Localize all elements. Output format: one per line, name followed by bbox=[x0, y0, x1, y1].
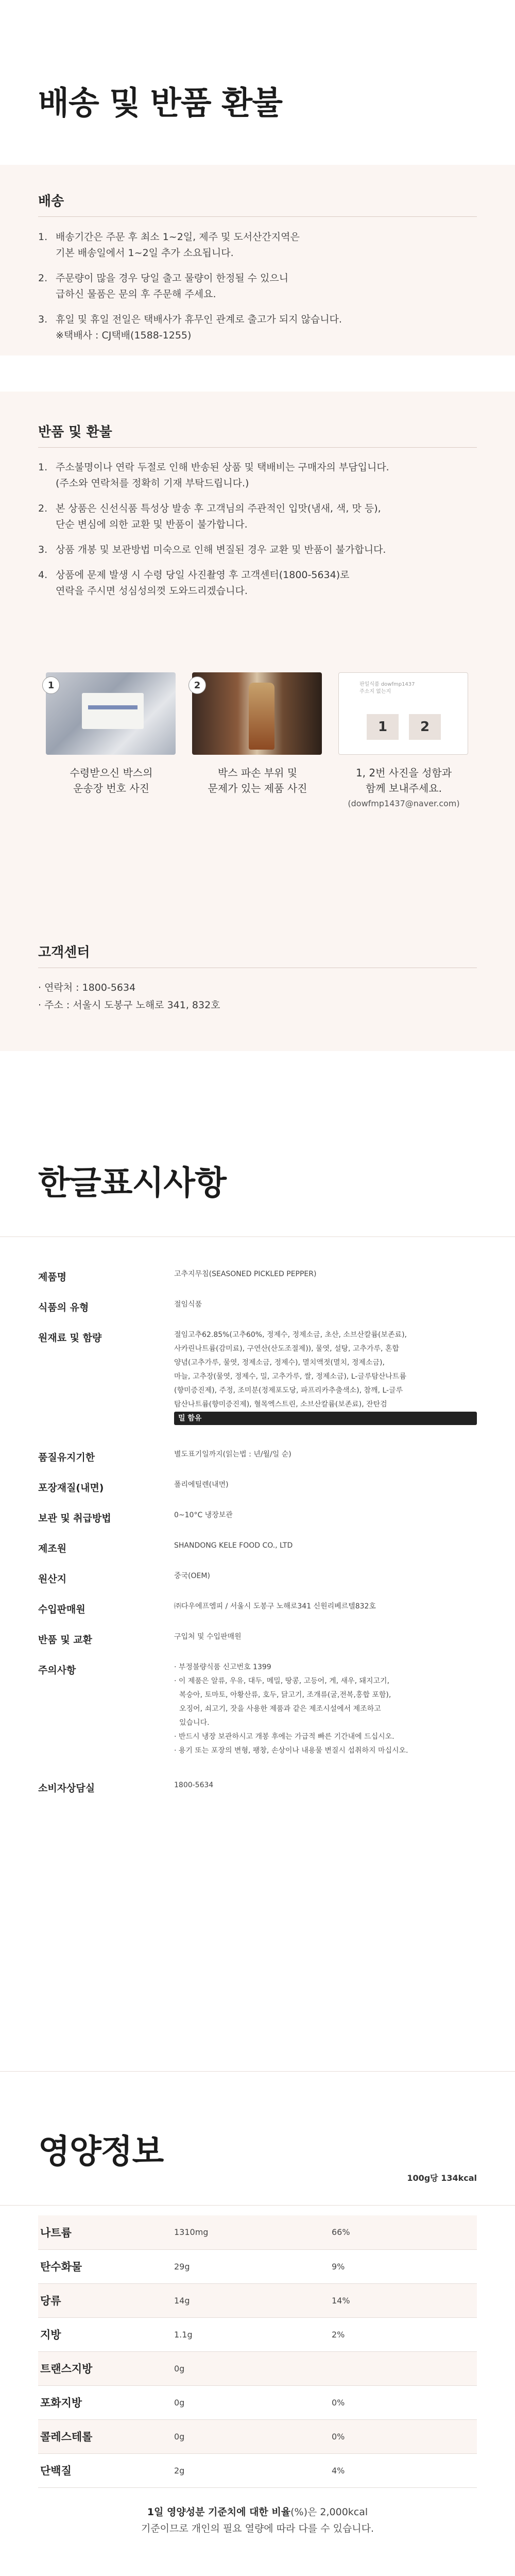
nutrition-key: 포화지방 bbox=[38, 2385, 174, 2419]
support-phone: · 연락처 : 1800-5634 bbox=[38, 982, 136, 993]
label-value: ㈜다우에프엠피 / 서울시 도봉구 노해로341 신원리베르텔832호 bbox=[174, 1602, 376, 1611]
nutrition-amount: 2g bbox=[174, 2453, 332, 2487]
nutrition-key: 탄수화물 bbox=[38, 2249, 174, 2283]
photo-caption-3: 1, 2번 사진을 성함과 함께 보내주세요. (dowfmp1437@naver.com) bbox=[331, 765, 477, 811]
note-item bbox=[38, 460, 481, 492]
label-row bbox=[38, 1539, 477, 1569]
label-value: 0~10°C 냉장보관 bbox=[174, 1511, 233, 1519]
label-row bbox=[38, 1630, 477, 1660]
nutrition-row bbox=[38, 2317, 477, 2351]
nutrition-amount: 14g bbox=[174, 2283, 332, 2317]
nutrition-percent bbox=[332, 2351, 477, 2385]
mockup-photo-1: 1 bbox=[367, 714, 399, 740]
label-row bbox=[38, 1328, 477, 1448]
note-text: 본 상품은 신선식품 특성상 발송 후 고객님의 주관적인 입맛(냄새, 색, 맛 등), 단순 변심에 의한 교환 및 반품이 불가합니다. bbox=[56, 503, 381, 530]
nutrition-percent: 0% bbox=[332, 2385, 477, 2419]
label-value: 폴리에틸렌(내면) bbox=[174, 1481, 229, 1489]
label-row bbox=[38, 1509, 477, 1539]
note-number: 2. bbox=[38, 273, 48, 284]
label-value: 구입처 및 수입판매원 bbox=[174, 1633, 242, 1641]
mockup-photo-2: 2 bbox=[409, 714, 441, 740]
returns-list bbox=[38, 460, 481, 608]
label-key: 반품 및 교환 bbox=[38, 1634, 92, 1646]
label-key: 주의사항 bbox=[38, 1665, 76, 1676]
returns-heading: 반품 및 환불 bbox=[38, 425, 112, 440]
photo-caption-1: 수령받으신 박스의 운송장 번호 사진 bbox=[70, 767, 153, 794]
nutrition-key: 트랜스지방 bbox=[38, 2351, 174, 2385]
note-item bbox=[38, 229, 481, 261]
label-value: 중국(OEM) bbox=[174, 1572, 210, 1580]
nutrition-row bbox=[38, 2215, 477, 2249]
nutrition-amount: 1310mg bbox=[174, 2215, 332, 2249]
damaged-box-photo bbox=[192, 672, 322, 755]
photo-guide-3 bbox=[331, 672, 477, 832]
nutrition-amount: 29g bbox=[174, 2249, 332, 2283]
nutrition-row bbox=[38, 2351, 477, 2385]
note-item bbox=[38, 270, 481, 302]
label-info-table bbox=[38, 1267, 477, 1809]
waybill-photo bbox=[46, 672, 176, 755]
support-heading: 고객센터 bbox=[38, 945, 90, 960]
footnote-bold: 1일 영양성분 기준치에 대한 비율 bbox=[147, 2506, 291, 2518]
photo-guide-row bbox=[38, 672, 477, 832]
nutrition-percent: 14% bbox=[332, 2283, 477, 2317]
note-item bbox=[38, 542, 481, 558]
note-number: 4. bbox=[38, 569, 48, 581]
label-value: 고추지무침(SEASONED PICKLED PEPPER) bbox=[174, 1270, 317, 1278]
photo-guide-2 bbox=[184, 672, 331, 832]
nutrition-title: 영양정보 bbox=[38, 2133, 164, 2171]
nutrition-row bbox=[38, 2249, 477, 2283]
note-text: 주소불명이나 연락 두절로 인해 반송된 상품 및 택배비는 구매자의 부담입니다. (주소와 연락처를 정확히 기재 부탁드립니다.) bbox=[56, 462, 389, 489]
photo-guide-1 bbox=[38, 672, 184, 832]
nutrition-table bbox=[38, 2215, 477, 2488]
label-value: · 부정불량식품 신고번호 1399 · 이 제품은 알류, 우유, 대두, 메밀, 땅콩, 고등어, 게, 새우, 돼지고기, 복숭아, 토마토, 아황산류, 호두, 닭고기, 조개류(굴,전복,홍합 포함), 오징어, 쇠고기, 잣을 사용한 제품과 같은 제조시설에서 제조하고 있습니다. · 반드시 냉장 보관하시고 개봉 후에는 가급적 빠른 기간내에 드십시오. · 용기 또는 포장의 변형, 팽창, 손상이나 내용물 변질시 섭취하지 마십시오. bbox=[174, 1663, 408, 1755]
shipping-divider bbox=[38, 216, 477, 217]
footnote-rest: (%)은 2,000kcal bbox=[290, 2506, 368, 2518]
nutrition-key: 콜레스테롤 bbox=[38, 2419, 174, 2453]
label-key: 소비자상담실 bbox=[38, 1783, 95, 1794]
label-key: 품질유지기한 bbox=[38, 1452, 95, 1463]
photo-caption-2: 박스 파손 부위 및 문제가 있는 제품 사진 bbox=[208, 767, 307, 794]
label-row bbox=[38, 1660, 477, 1778]
shipping-box bbox=[0, 165, 515, 355]
note-text: 휴일 및 휴일 전일은 택배사가 휴무인 관계로 출고가 되지 않습니다. ※택배사 : CJ택배(1588-1255) bbox=[56, 314, 342, 341]
note-text: 배송기간은 주문 후 최소 1~2일, 제주 및 도서산간지역은 기본 배송일에서 1~2일 추가 소요됩니다. bbox=[56, 231, 300, 259]
nutrition-key: 당류 bbox=[38, 2283, 174, 2317]
note-number: 1. bbox=[38, 231, 48, 243]
nutrition-amount: 0g bbox=[174, 2419, 332, 2453]
shipping-refund-title: 배송 및 반품 환불 bbox=[38, 84, 282, 122]
note-item bbox=[38, 312, 481, 344]
support-email: (dowfmp1437@naver.com) bbox=[348, 799, 460, 808]
note-text: 상품 개봉 및 보관방법 미숙으로 인해 변질된 경우 교환 및 반품이 불가합니다. bbox=[56, 544, 386, 555]
nutrition-key: 나트륨 bbox=[38, 2215, 174, 2249]
label-row bbox=[38, 1569, 477, 1600]
note-number: 3. bbox=[38, 544, 48, 555]
label-value: 1800-5634 bbox=[174, 1781, 214, 1789]
nutrition-key: 지방 bbox=[38, 2317, 174, 2351]
nutrition-percent: 0% bbox=[332, 2419, 477, 2453]
label-key: 원재료 및 함량 bbox=[38, 1332, 102, 1344]
nutrition-percent: 9% bbox=[332, 2249, 477, 2283]
nutrition-footnote bbox=[0, 2504, 515, 2537]
nutrition-divider bbox=[0, 2205, 515, 2206]
send-photo-mockup bbox=[338, 672, 468, 755]
label-row bbox=[38, 1478, 477, 1509]
support-address: · 주소 : 서울시 도봉구 노해로 341, 832호 bbox=[38, 999, 220, 1011]
note-text: 주문량이 많을 경우 당일 출고 물량이 한정될 수 있으니 급하신 물품은 문의 후 주문해 주세요. bbox=[56, 273, 289, 300]
label-value: 별도표기일까지(읽는법 : 년/월/일 순) bbox=[174, 1450, 291, 1459]
label-row bbox=[38, 1267, 477, 1298]
allergen-tag: 밀 함유 bbox=[174, 1412, 477, 1425]
photo-badge-2: 2 bbox=[188, 676, 206, 694]
note-number: 2. bbox=[38, 503, 48, 514]
label-row bbox=[38, 1448, 477, 1478]
note-text: 상품에 문제 발생 시 수령 당일 사진촬영 후 고객센터(1800-5634)로 연락을 주시면 성심성의껏 도와드리겠습니다. bbox=[56, 569, 350, 597]
label-row bbox=[38, 1298, 477, 1328]
label-key: 제품명 bbox=[38, 1272, 67, 1283]
label-value: SHANDONG KELE FOOD CO., LTD bbox=[174, 1541, 293, 1550]
shipping-heading: 배송 bbox=[38, 194, 64, 209]
note-item bbox=[38, 567, 481, 599]
label-info-title: 한글표시사항 bbox=[38, 1164, 226, 1202]
shipping-list bbox=[38, 229, 481, 353]
nutrition-percent: 2% bbox=[332, 2317, 477, 2351]
label-key: 포장재질(내면) bbox=[38, 1482, 104, 1494]
photo-badge-1: 1 bbox=[42, 676, 60, 694]
nutrition-serving: 100g당 134kcal bbox=[407, 2173, 477, 2183]
nutrition-percent: 4% bbox=[332, 2453, 477, 2487]
label-row bbox=[38, 1778, 477, 1809]
nutrition-amount: 0g bbox=[174, 2351, 332, 2385]
returns-divider bbox=[38, 447, 477, 448]
support-box bbox=[0, 912, 515, 1051]
footnote-line2: 기준이므로 개인의 필요 열량에 따라 다를 수 있습니다. bbox=[141, 2523, 374, 2534]
label-key: 원산지 bbox=[38, 1573, 67, 1585]
nutrition-top-divider bbox=[0, 2071, 515, 2072]
label-value: 절임고추62.85%(고추60%, 정제수, 정제소금, 초산, 소브산칼륨(보존료), 사카린나트륨(감미료), 구연산(산도조절제)), 물엿, 설탕, 고추가루, 혼합 양념(고추가루, 물엿, 정제소금, 정제수), 멸치액젓(멸치, 정제소금), 마늘, 고추장(물엿, 정제수, 밀, 고추가루, 쌀, 정제소금), L-글루탐산나트륨 (향미증진제), 주정, 조미분(정제포도당, 파프리카추출색소), 참깨, L-글루 탐산나트륨(향미증진제), 혈목엑스트린, 소브산칼륨(보존료), 잔탄검 밀 함유 bbox=[174, 1328, 477, 1448]
label-key: 식품의 유형 bbox=[38, 1302, 89, 1313]
nutrition-row bbox=[38, 2419, 477, 2453]
label-info-divider bbox=[0, 1236, 515, 1237]
mockup-header: 판일식품 dowfmp1437 주소지 없는지 bbox=[359, 682, 415, 694]
label-key: 제조원 bbox=[38, 1543, 67, 1554]
nutrition-row bbox=[38, 2385, 477, 2419]
note-item bbox=[38, 501, 481, 533]
label-key: 수입판매원 bbox=[38, 1604, 85, 1615]
returns-box bbox=[0, 392, 515, 933]
nutrition-percent: 66% bbox=[332, 2215, 477, 2249]
nutrition-row bbox=[38, 2453, 477, 2487]
label-value: 절임식품 bbox=[174, 1300, 202, 1309]
label-row bbox=[38, 1600, 477, 1630]
nutrition-amount: 1.1g bbox=[174, 2317, 332, 2351]
nutrition-row bbox=[38, 2283, 477, 2317]
label-key: 보관 및 취급방법 bbox=[38, 1513, 111, 1524]
note-number: 3. bbox=[38, 314, 48, 325]
support-contact bbox=[38, 979, 220, 1014]
nutrition-amount: 0g bbox=[174, 2385, 332, 2419]
note-number: 1. bbox=[38, 462, 48, 473]
nutrition-key: 단백질 bbox=[38, 2453, 174, 2487]
